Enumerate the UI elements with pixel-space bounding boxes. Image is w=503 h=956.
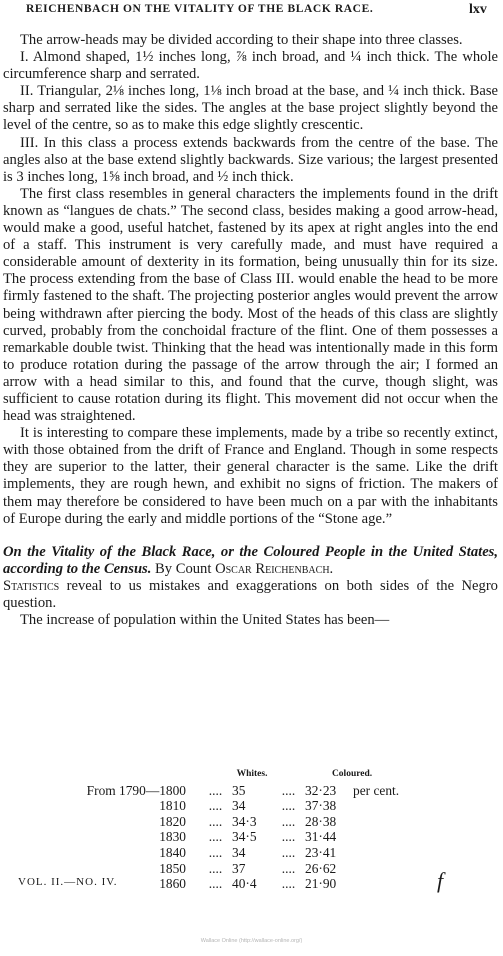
col-header-coloured: Coloured.	[331, 769, 373, 779]
cell-label: 1830	[159, 829, 186, 845]
table-row	[0, 814, 399, 830]
cell-dots2: ....	[281, 876, 296, 892]
article-author: Oscar Reichenbach.	[215, 560, 334, 577]
lead-paragraph	[3, 578, 498, 612]
cell-whites: 40·4	[232, 876, 257, 892]
cell-unit	[349, 829, 399, 845]
paragraph: It is interesting to compare these implements, made by a tribe so recently extinct, with those obtained from the drift of France and England. Though in some respects they are superior to the latter, their general character is the same. Like the drift implements, they are rough hewn, and exhibit no signs of friction. The makers of them may therefore be considered to have been much on a par with the inhabitants of Europe during the early and middle portions of the “Stone age.”	[3, 425, 498, 527]
byline-prefix: By Count	[155, 560, 212, 577]
table-row	[0, 861, 399, 877]
cell-dots2: ....	[281, 798, 296, 814]
table-row	[0, 829, 399, 845]
cell-label: 1850	[159, 860, 186, 876]
table-row	[0, 783, 399, 799]
population-table	[0, 767, 399, 892]
cell-label: 1810	[159, 798, 186, 814]
cell-whites: 35	[232, 782, 246, 798]
cell-whites: 34·5	[232, 829, 257, 845]
paragraph: II. Triangular, 2⅛ inches long, 1⅛ inch broad at the base, and ¼ inch thick. Base sharp and serrated like the sides. The angles at the base project slightly beyond the level of the centre, so as to make this edge slightly crescentic.	[3, 83, 498, 134]
printer-signature-mark: f	[437, 868, 444, 893]
cell-whites: 34	[232, 844, 246, 860]
cell-dots1: ....	[208, 798, 223, 814]
cell-whites: 34	[232, 798, 246, 814]
article-title: On the Vitality of the Black Race, or the Coloured People in the United States, according to the Census.	[3, 543, 498, 577]
cell-dots1: ....	[208, 844, 223, 860]
table-row	[0, 798, 399, 814]
cell-dots2: ....	[281, 860, 296, 876]
cell-whites: 34·3	[232, 813, 257, 829]
article-heading	[3, 544, 498, 578]
cell-label: 1860	[159, 876, 186, 892]
page-number: lxv	[469, 2, 487, 17]
cell-coloured: 32·23	[305, 782, 337, 798]
running-header	[0, 2, 503, 22]
cell-coloured: 23·41	[305, 844, 337, 860]
table-intro: The increase of population within the United States has been—	[20, 612, 390, 629]
lead-word: Statistics	[3, 577, 60, 594]
cell-dots1: ....	[208, 813, 223, 829]
lead-text: reveal to us mistakes and exaggerations on both sides of the Negro question.	[3, 577, 498, 611]
cell-label: 1840	[159, 844, 186, 860]
cell-unit	[349, 861, 399, 877]
cell-unit	[349, 798, 399, 814]
cell-unit	[349, 814, 399, 830]
volume-signature: VOL. II.—NO. IV.	[18, 876, 118, 888]
cell-dots1: ....	[208, 876, 223, 892]
cell-unit: per cent.	[353, 782, 400, 798]
paragraph: III. In this class a process extends backwards from the centre of the base. The angles also at the base extend slightly backwards. Size various; the largest presented is 3 inches long, 1⅝ inch broad, and ½ inch thick.	[3, 134, 498, 185]
table-row	[0, 845, 399, 861]
cell-label: 1820	[159, 813, 186, 829]
table-header-row	[0, 767, 399, 783]
cell-unit	[349, 876, 399, 892]
body-text	[3, 32, 498, 629]
cell-dots1: ....	[208, 829, 223, 845]
paragraph: The arrow-heads may be divided according to their shape into three classes.	[20, 32, 463, 48]
running-title: REICHENBACH ON THE VITALITY OF THE BLACK RACE.	[26, 3, 374, 15]
paragraph: The first class resembles in general characters the implements found in the drift known as “langues de chats.” The second class, besides making a good arrow-head, would make a good, useful hatchet, fastened by its apex at right angles into the end of a staff. This instrument is very carefully made, and must have required a considerable amount of dexterity in its formation, being unusually thin for its size. The process extending from the base of Class III. would enable the head to be more firmly fastened to the shaft. The projecting posterior angles would prevent the arrow being withdrawn after piercing the body. Most of the heads of this class are slightly curved, probably from the conchoidal fracture of the flint. One of them possesses a remarkable double twist. Thinking that the head was intentionally made in this form to produce rotation during the passage of the arrow through the air; I formed an arrow with a head similar to this, and found that the curve, though slight, was sufficient to cause rotation during its flight. This movement did not occur when the head was straightened.	[3, 185, 498, 425]
cell-coloured: 28·38	[305, 813, 337, 829]
paragraph: I. Almond shaped, 1½ inches long, ⅞ inch broad, and ¼ inch thick. The whole circumference sharp and serrated.	[3, 49, 498, 83]
cell-dots1: ....	[208, 860, 223, 876]
cell-whites: 37	[232, 860, 246, 876]
cell-coloured: 21·90	[305, 876, 337, 892]
cell-coloured: 26·62	[305, 860, 337, 876]
cell-dots2: ....	[281, 829, 296, 845]
watermark: Wallace Online (http://wallace-online.org/)	[200, 938, 303, 944]
cell-dots2: ....	[281, 813, 296, 829]
cell-coloured: 31·44	[305, 829, 337, 845]
cell-label: From 1790—1800	[86, 782, 186, 798]
col-header-whites: Whites.	[236, 769, 268, 779]
cell-dots2: ....	[281, 782, 296, 798]
cell-dots2: ....	[281, 844, 296, 860]
cell-coloured: 37·38	[305, 798, 337, 814]
cell-dots1: ....	[208, 782, 223, 798]
cell-unit	[349, 845, 399, 861]
